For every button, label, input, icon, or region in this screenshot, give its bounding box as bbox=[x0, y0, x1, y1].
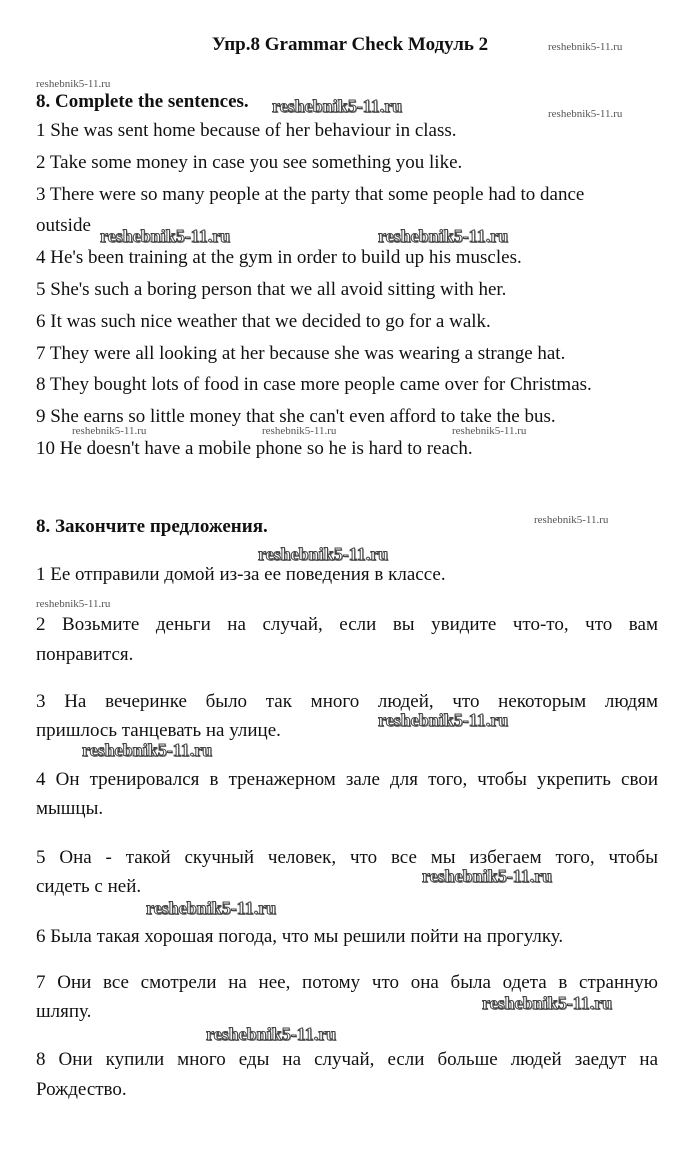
ru-sentence-2-line-1: 2 Возьмите деньги на случай, если вы увидите что-то, что вам bbox=[36, 614, 658, 635]
watermark: reshebnik5-11.ru bbox=[482, 993, 613, 1013]
watermark: reshebnik5-11.ru bbox=[206, 1024, 337, 1044]
en-heading: 8. Complete the sentences. bbox=[36, 91, 249, 112]
ru-sentence-5-line-1: 5 Она - такой скучный человек, что все мы избегаем того, чтобы bbox=[36, 847, 658, 868]
watermark: reshebnik5-11.ru bbox=[422, 866, 553, 886]
en-sentence-7: 7 They were all looking at her because she was wearing a strange hat. bbox=[36, 343, 566, 364]
watermark: reshebnik5-11.ru bbox=[378, 226, 509, 246]
en-sentence-1: 1 She was sent home because of her behaviour in class. bbox=[36, 120, 457, 141]
watermark: reshebnik5-11.ru bbox=[548, 41, 623, 53]
ru-sentence-8 bbox=[36, 1044, 658, 1075]
en-sentence-4: 4 He's been training at the gym in order to build up his muscles. bbox=[36, 247, 522, 268]
watermark: reshebnik5-11.ru bbox=[72, 425, 147, 437]
watermark: reshebnik5-11.ru bbox=[262, 425, 337, 437]
ru-sentence-2 bbox=[36, 609, 658, 640]
watermark: reshebnik5-11.ru bbox=[258, 544, 389, 564]
ru-sentence-5 bbox=[36, 842, 658, 873]
ru-sentence-8-line-1: 8 Они купили много еды на случай, если больше людей заедут на bbox=[36, 1049, 658, 1070]
ru-sentence-4 bbox=[36, 764, 658, 795]
en-sentence-5: 5 She's such a boring person that we all avoid sitting with her. bbox=[36, 279, 507, 300]
watermark: reshebnik5-11.ru bbox=[548, 108, 623, 120]
ru-sentence-8-line-2: Рождество. bbox=[36, 1079, 127, 1100]
ru-sentence-3-line-1: 3 На вечеринке было так много людей, что некоторым людям bbox=[36, 691, 658, 712]
watermark: reshebnik5-11.ru bbox=[452, 425, 527, 437]
en-sentence-6: 6 It was such nice weather that we decided to go for a walk. bbox=[36, 311, 491, 332]
ru-sentence-4-line-2: мышцы. bbox=[36, 798, 104, 819]
ru-sentence-4-line-1: 4 Он тренировался в тренажерном зале для того, чтобы укрепить свои bbox=[36, 769, 658, 790]
ru-heading: 8. Закончите предложения. bbox=[36, 516, 268, 537]
watermark: reshebnik5-11.ru bbox=[36, 78, 111, 90]
ru-sentence-6: 6 Была такая хорошая погода, что мы решили пойти на прогулку. bbox=[36, 926, 564, 947]
ru-sentence-1: 1 Ее отправили домой из-за ее поведения в классе. bbox=[36, 564, 446, 585]
en-sentence-3-continued: outside bbox=[36, 215, 91, 236]
watermark: reshebnik5-11.ru bbox=[146, 898, 277, 918]
en-sentence-10: 10 He doesn't have a mobile phone so he is hard to reach. bbox=[36, 438, 473, 459]
watermark: reshebnik5-11.ru bbox=[272, 96, 403, 116]
page-title: Упр.8 Grammar Check Модуль 2 bbox=[211, 34, 489, 55]
en-sentence-9: 9 She earns so little money that she can't even afford to take the bus. bbox=[36, 406, 556, 427]
watermark: reshebnik5-11.ru bbox=[534, 514, 609, 526]
watermark: reshebnik5-11.ru bbox=[36, 598, 111, 610]
en-sentence-3: 3 There were so many people at the party that some people had to dance bbox=[36, 184, 585, 205]
en-sentence-8: 8 They bought lots of food in case more people came over for Christmas. bbox=[36, 374, 592, 395]
watermark: reshebnik5-11.ru bbox=[378, 710, 509, 730]
ru-sentence-3-line-2: пришлось танцевать на улице. bbox=[36, 720, 281, 741]
ru-sentence-3 bbox=[36, 686, 658, 717]
ru-sentence-7-line-2: шляпу. bbox=[36, 1001, 92, 1022]
ru-sentence-5-line-2: сидеть с ней. bbox=[36, 876, 142, 897]
ru-sentence-7-line-1: 7 Они все смотрели на нее, потому что она была одета в странную bbox=[36, 972, 658, 993]
watermark: reshebnik5-11.ru bbox=[82, 740, 213, 760]
en-sentence-2: 2 Take some money in case you see something you like. bbox=[36, 152, 463, 173]
ru-sentence-2-line-2: понравится. bbox=[36, 644, 134, 665]
watermark: reshebnik5-11.ru bbox=[100, 226, 231, 246]
